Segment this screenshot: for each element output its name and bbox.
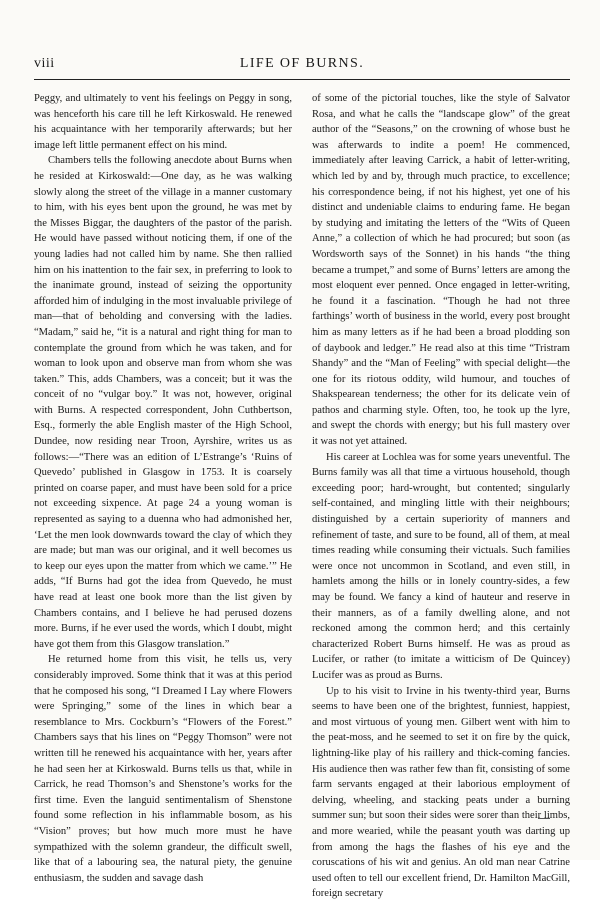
- right-column: [312, 91, 570, 902]
- paragraph-chambers-anecdote: Chambers tells the following anecdote about Burns when he resided at Kirkoswald:—One day, as he was walking slowly along the street of the village in a manner customary to him, with his eyes bent upon the ground, he was met by the Misses Biggar, the daughters of the pastor of the parish. He would have passed without noticing them, if one of the young ladies had not called him by name. She then rallied him on his inattention to the fair sex, in preferring to look to the inanimate ground, instead of seizing the opportunity afforded him of indulging in the most invaluable privilege of man—that of beholding and conversing with the ladies. “Madam,” said he, “it is a natural and right thing for man to contemplate the ground from which he was taken, and for woman to look upon and observe man from whom she was taken.” This, adds Chambers, was a conceit; but it was the conceit of no “vulgar boy.” It was not, however, original with Burns. A respected correspondent, John Cuthbertson, Esq., formerly the able English master of the High School, Dundee, now residing near Troon, Ayrshire, writes us as follows:—“There was an edition of L’Estrange’s ‘Ruins of Quevedo’ published in Glasgow in 1753. It is coarsely printed on coarse paper, and must have been sold for a price not exceeding sixpence. At page 24 a young woman is represented as saying to a duenna who had admonished her, ‘Let the men look downwards toward the clay of which they are made; but man was our original, and it well becomes us to keep our eyes upon the matter from which we came.’” He adds, “If Burns had got the idea from Quevedo, he must have read at least one book more than the list given by Chambers contains, and I believe he had perused dozens more. Burns, if he ever used the words, which I doubt, might have got them from this Glasgow translation.”: [34, 155, 292, 650]
- page-number: viii: [34, 56, 55, 71]
- paragraph-letter-writing: of some of the pictorial touches, like the style of Salvator Rosa, and what he calls the “landscape glow” of the great author of the “Seasons,” on the crowning of whose bust he was afterwards to indite a poem! He commenced, immediately after leaving Carrick, a habit of letter-writing, which led by and by, through much practice, to excellence; his correspondence being, if not his highest, yet one of his distinct and undeniable claims to enduring fame. He began by studying and imitating the letters of the “Wits of Queen Anne,” a collection of which he had procured; but soon (as Wordsworth says of the Sonnet) in his hands “the thing became a trumpet,” and some of Burns’ letters are among the most eloquent ever penned. Once engaged in letter-writing, he found it a fascination. “Though he had not three farthings’ worth of business in the world, every post brought him as many letters as if he had been a broad plodding son of daybook and ledger.” He read also at this time “Tristram Shandy” and the “Man of Feeling” with special delight—the one for its riotous oddity, wild humour, and touches of Shakspearean tenderness; the other for its delicate vein of pathos and charming style. Often, too, he took up the lyre, and swept the chords with energy; but his full mastery over it was not yet attained.: [312, 93, 570, 448]
- running-title: LIFE OF BURNS.: [239, 56, 365, 71]
- paragraph-irvine-visit: Up to his visit to Irvine in his twenty-third year, Burns seems to have been one of the brightest, funniest, happiest, and most virtuous of young men. Gilbert went with him to the peat-moss, and he seemed to set it on fire by the quick, lightning-like play of his raillery and thick-coming fancies. His audience then was rather few than fit, consisting of some farm servants engaged at their laborious employment of delving, wheeling, and stacking peats under a burning summer sun; but soon their sides were sorer than their limbs, and more wearied, while the peasant youth was darting up from among the hags the flashes of his eye and the coruscations of his wit and genius. An old man near Catrine used often to tell our excellent friend, Dr. Hamilton MacGill, foreign secretary: [312, 685, 570, 900]
- paragraph-returned-home: He returned home from this visit, he tells us, very considerably improved. Some think that it was at this period that he composed his song, “I Dreamed I Lay where Flowers were Springing,” some of the lines in which bear a resemblance to Mrs. Cockburn’s “Flowers of the Forest.” Chambers says that his lines on “Peggy Thomson” were not written till he renewed his acquaintance with her, years after he had seen her at Kirkoswald. Burns tells us that, while in Carrick, he read Thomson’s and Shenstone’s works for the first time. Even the languid sentimentalism of Shenstone found some reflection in his inflammable bosom, as his “Vision” proves; but how much more must he have sympathized with the solemn grandeur, the difficult swell, like that of a labouring sea, the natural piety, the genuine enthusiasm, the sudden and savage dash: [34, 654, 292, 884]
- page-header: [34, 55, 570, 80]
- page-tail-rule: [538, 818, 550, 819]
- left-column: [34, 91, 292, 886]
- paragraph-lochlea: His career at Lochlea was for some years uneventful. The Burns family was all that time a virtuous household, though exceeding poor; hard-wrought, but contented; singularly self-contained, and mingling little with their neighbours; distinguished by a certain superiority of manners and refinement of taste, and sure to be found, all of them, at meal times reading while consuming their victuals. Such families were once not uncommon in Scotland, and even still, in hamlets among the hills or in lonely country-sides, a few may be found. We fancy a kind of hauteur and reserve in their manners, as of a family dwelling alone, and not reckoned among the common herd; and this certainly characterized Robert Burns himself. He was as proud as Lucifer, or rather (to imitate a witticism of De Quincey) Lucifer was as proud as Burns.: [312, 451, 570, 681]
- paragraph-continued: Peggy, and ultimately to vent his feelings on Peggy in song, was henceforth his care till he left Kirkoswald. He renewed his acquaintance with her temporarily afterwards; but her image left little permanent effect on his mind.: [34, 93, 292, 151]
